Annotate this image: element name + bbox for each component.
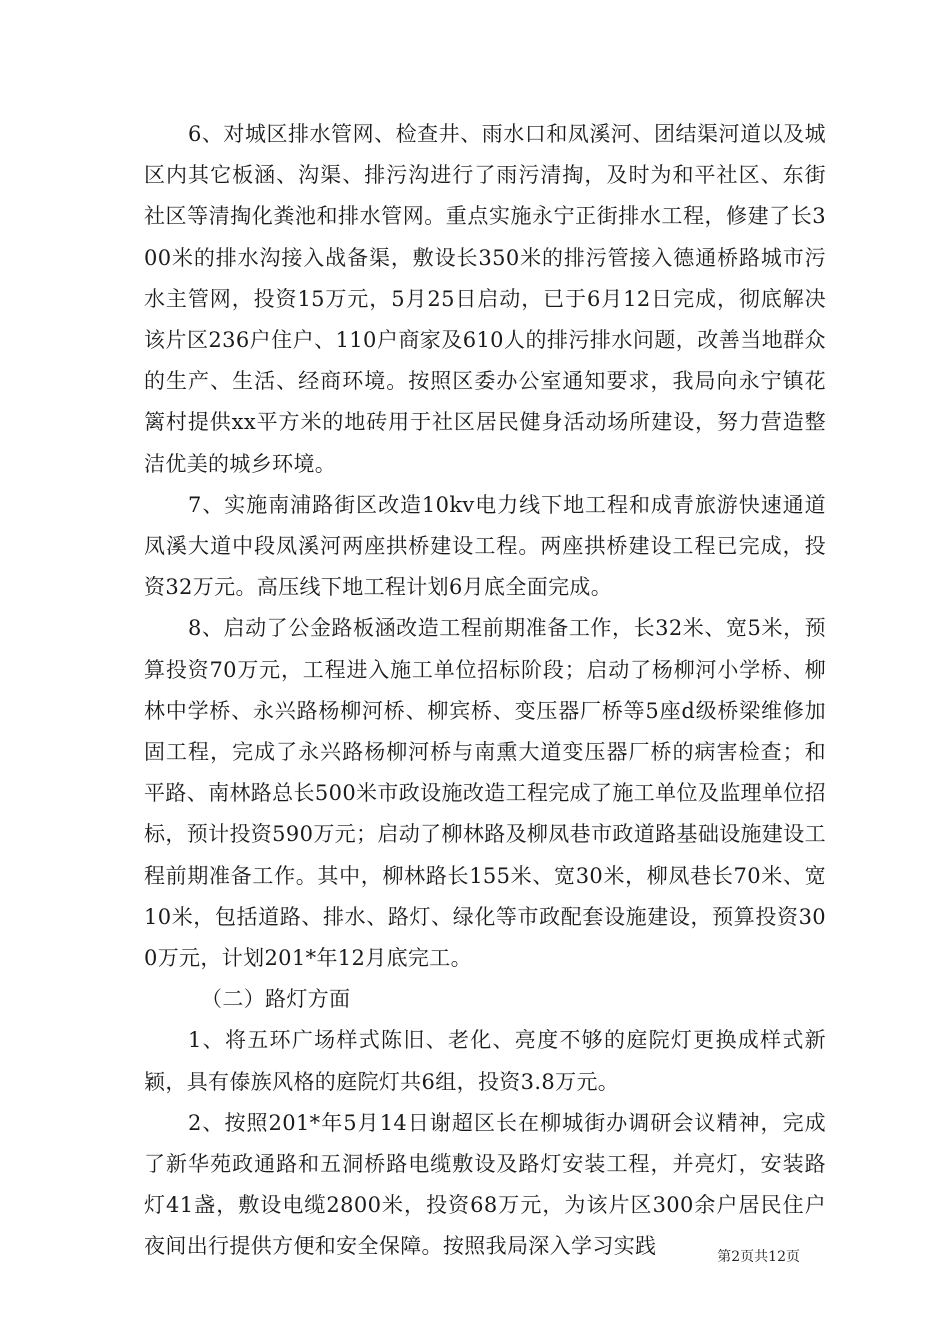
paragraph-courtyard-lamps: 1、将五环广场样式陈旧、老化、亮度不够的庭院灯更换成样式新颖，具有傣族风格的庭院灯共6组，投资3.8万元。 xyxy=(144,1028,826,1094)
document-body xyxy=(144,114,826,1268)
paragraph-power-line-bridges: 7、实施南浦路街区改造10kv电力线下地工程和成青旅游快速通道凤溪大道中段凤溪河两座拱桥建设工程。两座拱桥建设工程已完成，投资32万元。高压线下地工程计划6月底全面完成。 xyxy=(144,492,826,600)
paragraph-drainage-works: 6、对城区排水管网、检查井、雨水口和凤溪河、团结渠河道以及城区内其它板涵、沟渠、排污沟进行了雨污清掏，及时为和平社区、东街社区等清掏化粪池和排水管网。重点实施永宁正街排水工程，修建了长300米的排水沟接入战备渠，敷设长350米的排污管接入德通桥路城市污水主管网，投资15万元，5月25日启动，已于6月12日完成，彻底解决该片区236户住户、110户商家及610人的排污排水问题，改善当地群众的生产、生活、经商环境。按照区委办公室通知要求，我局向永宁镇花篱村提供xx平方米的地砖用于社区居民健身活动场所建设，努力营造整洁优美的城乡环境。 xyxy=(144,122,826,476)
paragraph-street-light-installation: 2、按照201*年5月14日谢超区长在柳城街办调研会议精神，完成了新华苑政通路和五洞桥路电缆敷设及路灯安装工程，并亮灯，安装路灯41盏，敷设电缆2800米，投资68万元，为该片区300余户居民住户夜间出行提供方便和安全保障。按照我局深入学习实践 xyxy=(144,1110,826,1259)
paragraph-bridge-repair-roads: 8、启动了公金路板涵改造工程前期准备工作，长32米、宽5米，预算投资70万元，工程进入施工单位招标阶段；启动了杨柳河小学桥、柳林中学桥、永兴路杨柳河桥、柳宾桥、变压器厂桥等5座d级桥梁维修加固工程，完成了永兴路杨柳河桥与南熏大道变压器厂桥的病害检查；和平路、南林路总长500米市政设施改造工程完成了施工单位及监理单位招标，预计投资590万元；启动了柳林路及柳凤巷市政道路基础设施建设工程前期准备工作。其中，柳林路长155米、宽30米，柳凤巷长70米、宽10米，包括道路、排水、路灯、绿化等市政配套设施建设，预算投资300万元，计划201*年12月底完工。 xyxy=(144,616,826,971)
page-number-footer: 第2页共12页 xyxy=(717,1249,800,1265)
section-heading-street-lights: （二）路灯方面 xyxy=(201,987,351,1012)
